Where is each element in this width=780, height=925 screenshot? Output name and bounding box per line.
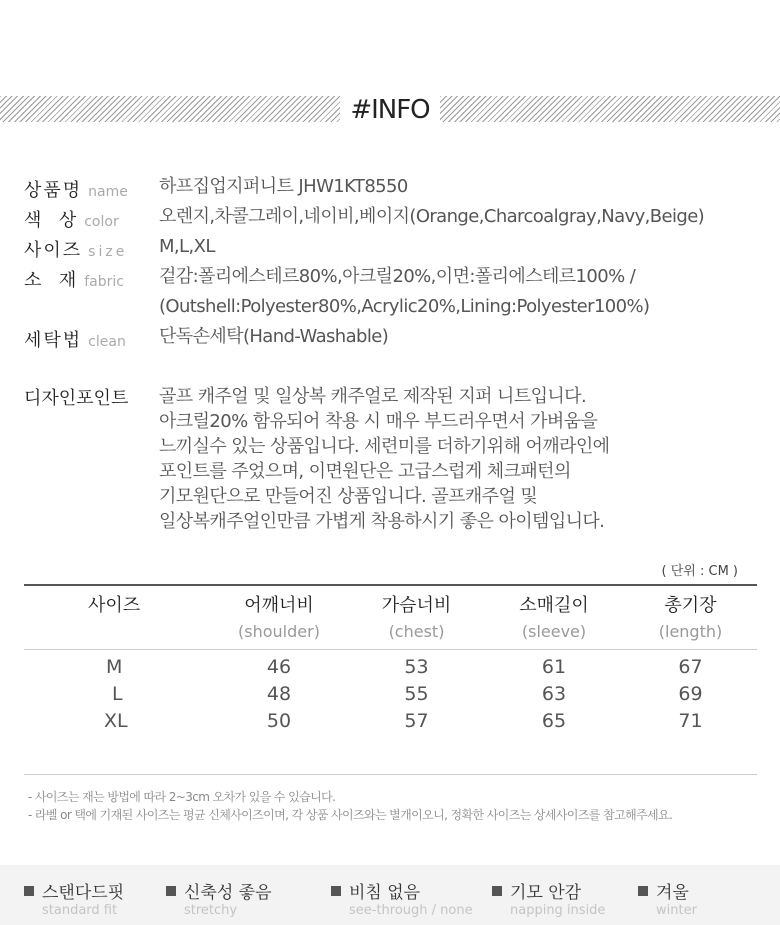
design-point-line: 아크릴20% 함유되어 착용 시 매우 부드러우면서 가벼움을 [159,411,598,432]
table-cell: 61 [541,656,567,678]
spec-value: M,L,XL [159,236,215,257]
spec-label [24,206,159,232]
spec-label-en: clean [88,334,126,350]
feature-top [166,878,272,903]
table-cell: L [112,683,123,705]
spec-label-ko: 상품명 [24,180,83,201]
header-ko: 어깨너비 [244,595,314,616]
square-bullet-icon [166,886,176,896]
table-row [24,708,757,735]
size-table [24,584,757,775]
note-line: - 사이즈는 재는 방법에 따라 2~3cm 오차가 있을 수 있습니다. [28,790,336,804]
table-body [24,650,757,774]
feature-top [638,878,697,903]
table-cell: 46 [266,656,292,678]
header-cell-chest [349,594,484,649]
fabric-line-2: (Outshell:Polyester80%,Acrylic20%,Lining:Polyester100%) [159,296,650,317]
table-cell: 67 [678,656,703,678]
square-bullet-icon [331,886,341,896]
design-point-line: 기모원단으로 만들어진 상품입니다. 골프캐주얼 및 [159,486,538,507]
table-cell: 55 [404,683,429,705]
header-en: (chest) [388,622,445,641]
feature-item [492,878,605,918]
feature-top [24,878,124,903]
feature-label-en: standard fit [42,903,118,918]
header-en: (length) [658,622,723,641]
spec-row-color [24,206,764,236]
table-cell: M [106,656,123,678]
spec-value [159,262,649,322]
product-spec [24,176,764,356]
feature-top [492,878,605,903]
feature-item [24,878,124,918]
spec-label [24,266,159,292]
note-line: - 라벨 or 택에 기재된 사이즈는 평균 신체사이즈이며, 각 상품 사이즈와는 별개이오니, 정확한 사이즈는 상세사이즈를 참고해주세요. [28,808,673,822]
design-point-line: 느끼실수 있는 상품입니다. 세련미를 더하기위해 어깨라인에 [159,436,610,457]
table-bottom-rule [24,774,757,775]
spec-row-fabric [24,266,764,326]
spec-value: 단독손세탁(Hand-Washable) [159,326,389,347]
square-bullet-icon [492,886,502,896]
header-cell-length [624,594,757,649]
header-en: (shoulder) [238,622,320,641]
table-row [24,681,757,708]
design-point-line: 일상복캐주얼인만큼 가볍게 착용하시기 좋은 아이템입니다. [159,511,605,532]
feature-bar [0,865,780,925]
feature-label-ko: 신축성 좋음 [184,883,272,903]
header-ko: 총기장 [664,595,717,616]
spec-label-ko: 소 재 [24,270,79,291]
design-point-label: 디자인포인트 [24,388,129,409]
feature-label-ko: 스탠다드핏 [42,883,125,903]
spec-label-en: color [84,214,119,230]
table-cell: XL [104,710,128,732]
square-bullet-icon [24,886,34,896]
feature-item [638,878,697,918]
spec-label [24,176,159,202]
info-header [0,95,780,125]
spec-label-ko: 색 상 [24,210,79,231]
feature-label-en: napping inside [510,903,606,918]
feature-label-ko: 비침 없음 [349,883,421,903]
header-hatch-right [440,96,780,122]
header-hatch-left [0,96,340,122]
table-row [24,654,757,681]
header-en: (sleeve) [521,622,587,641]
feature-label-ko: 겨울 [656,883,689,903]
size-unit: ( 단위 : CM ) [661,564,738,579]
table-cell: 57 [404,710,429,732]
table-header [24,586,757,649]
feature-label-en: winter [656,903,697,918]
design-point [24,384,764,534]
design-point-text [159,384,609,534]
table-cell: 50 [266,710,292,732]
spec-row-clean [24,326,764,356]
feature-item [166,878,272,918]
table-cell: 65 [541,710,567,732]
spec-label-en: name [88,184,128,200]
table-cell: 48 [266,683,292,705]
table-cell: 69 [678,683,703,705]
spec-label-en: size [88,244,128,260]
spec-value: 하프집업지퍼니트 JHW1KT8550 [159,176,408,197]
spec-label-en: fabric [84,274,124,290]
spec-label [24,236,159,262]
feature-top [331,878,473,903]
spec-label-ko: 사이즈 [24,240,83,261]
design-point-line: 골프 캐주얼 및 일상복 캐주얼로 제작된 지퍼 니트입니다. [159,386,587,407]
table-cell: 53 [404,656,429,678]
feature-label-en: see-through / none [349,903,473,918]
header-cell-size [24,594,209,649]
header-title: #INFO [350,95,430,125]
feature-label-ko: 기모 안감 [510,883,582,903]
fabric-line-1: 겉감:폴리에스테르80%,아크릴20%,이면:폴리에스테르100% / [159,266,636,287]
header-cell-shoulder [209,594,349,649]
square-bullet-icon [638,886,648,896]
table-cell: 63 [541,683,567,705]
spec-value: 오렌지,차콜그레이,네이비,베이지(Orange,Charcoalgray,Navy,Beige) [159,206,705,227]
spec-label-ko: 세탁법 [24,330,83,351]
spec-label [24,326,159,352]
table-cell: 71 [678,710,703,732]
header-cell-sleeve [484,594,624,649]
design-point-line: 포인트를 주었으며, 이면원단은 고급스럽게 체크패턴의 [159,461,571,482]
size-notes [28,788,672,824]
header-ko: 소매길이 [519,595,589,616]
feature-item [331,878,473,918]
header-ko: 사이즈 [88,595,141,616]
feature-label-en: stretchy [184,903,238,918]
header-ko: 가슴너비 [381,595,452,616]
